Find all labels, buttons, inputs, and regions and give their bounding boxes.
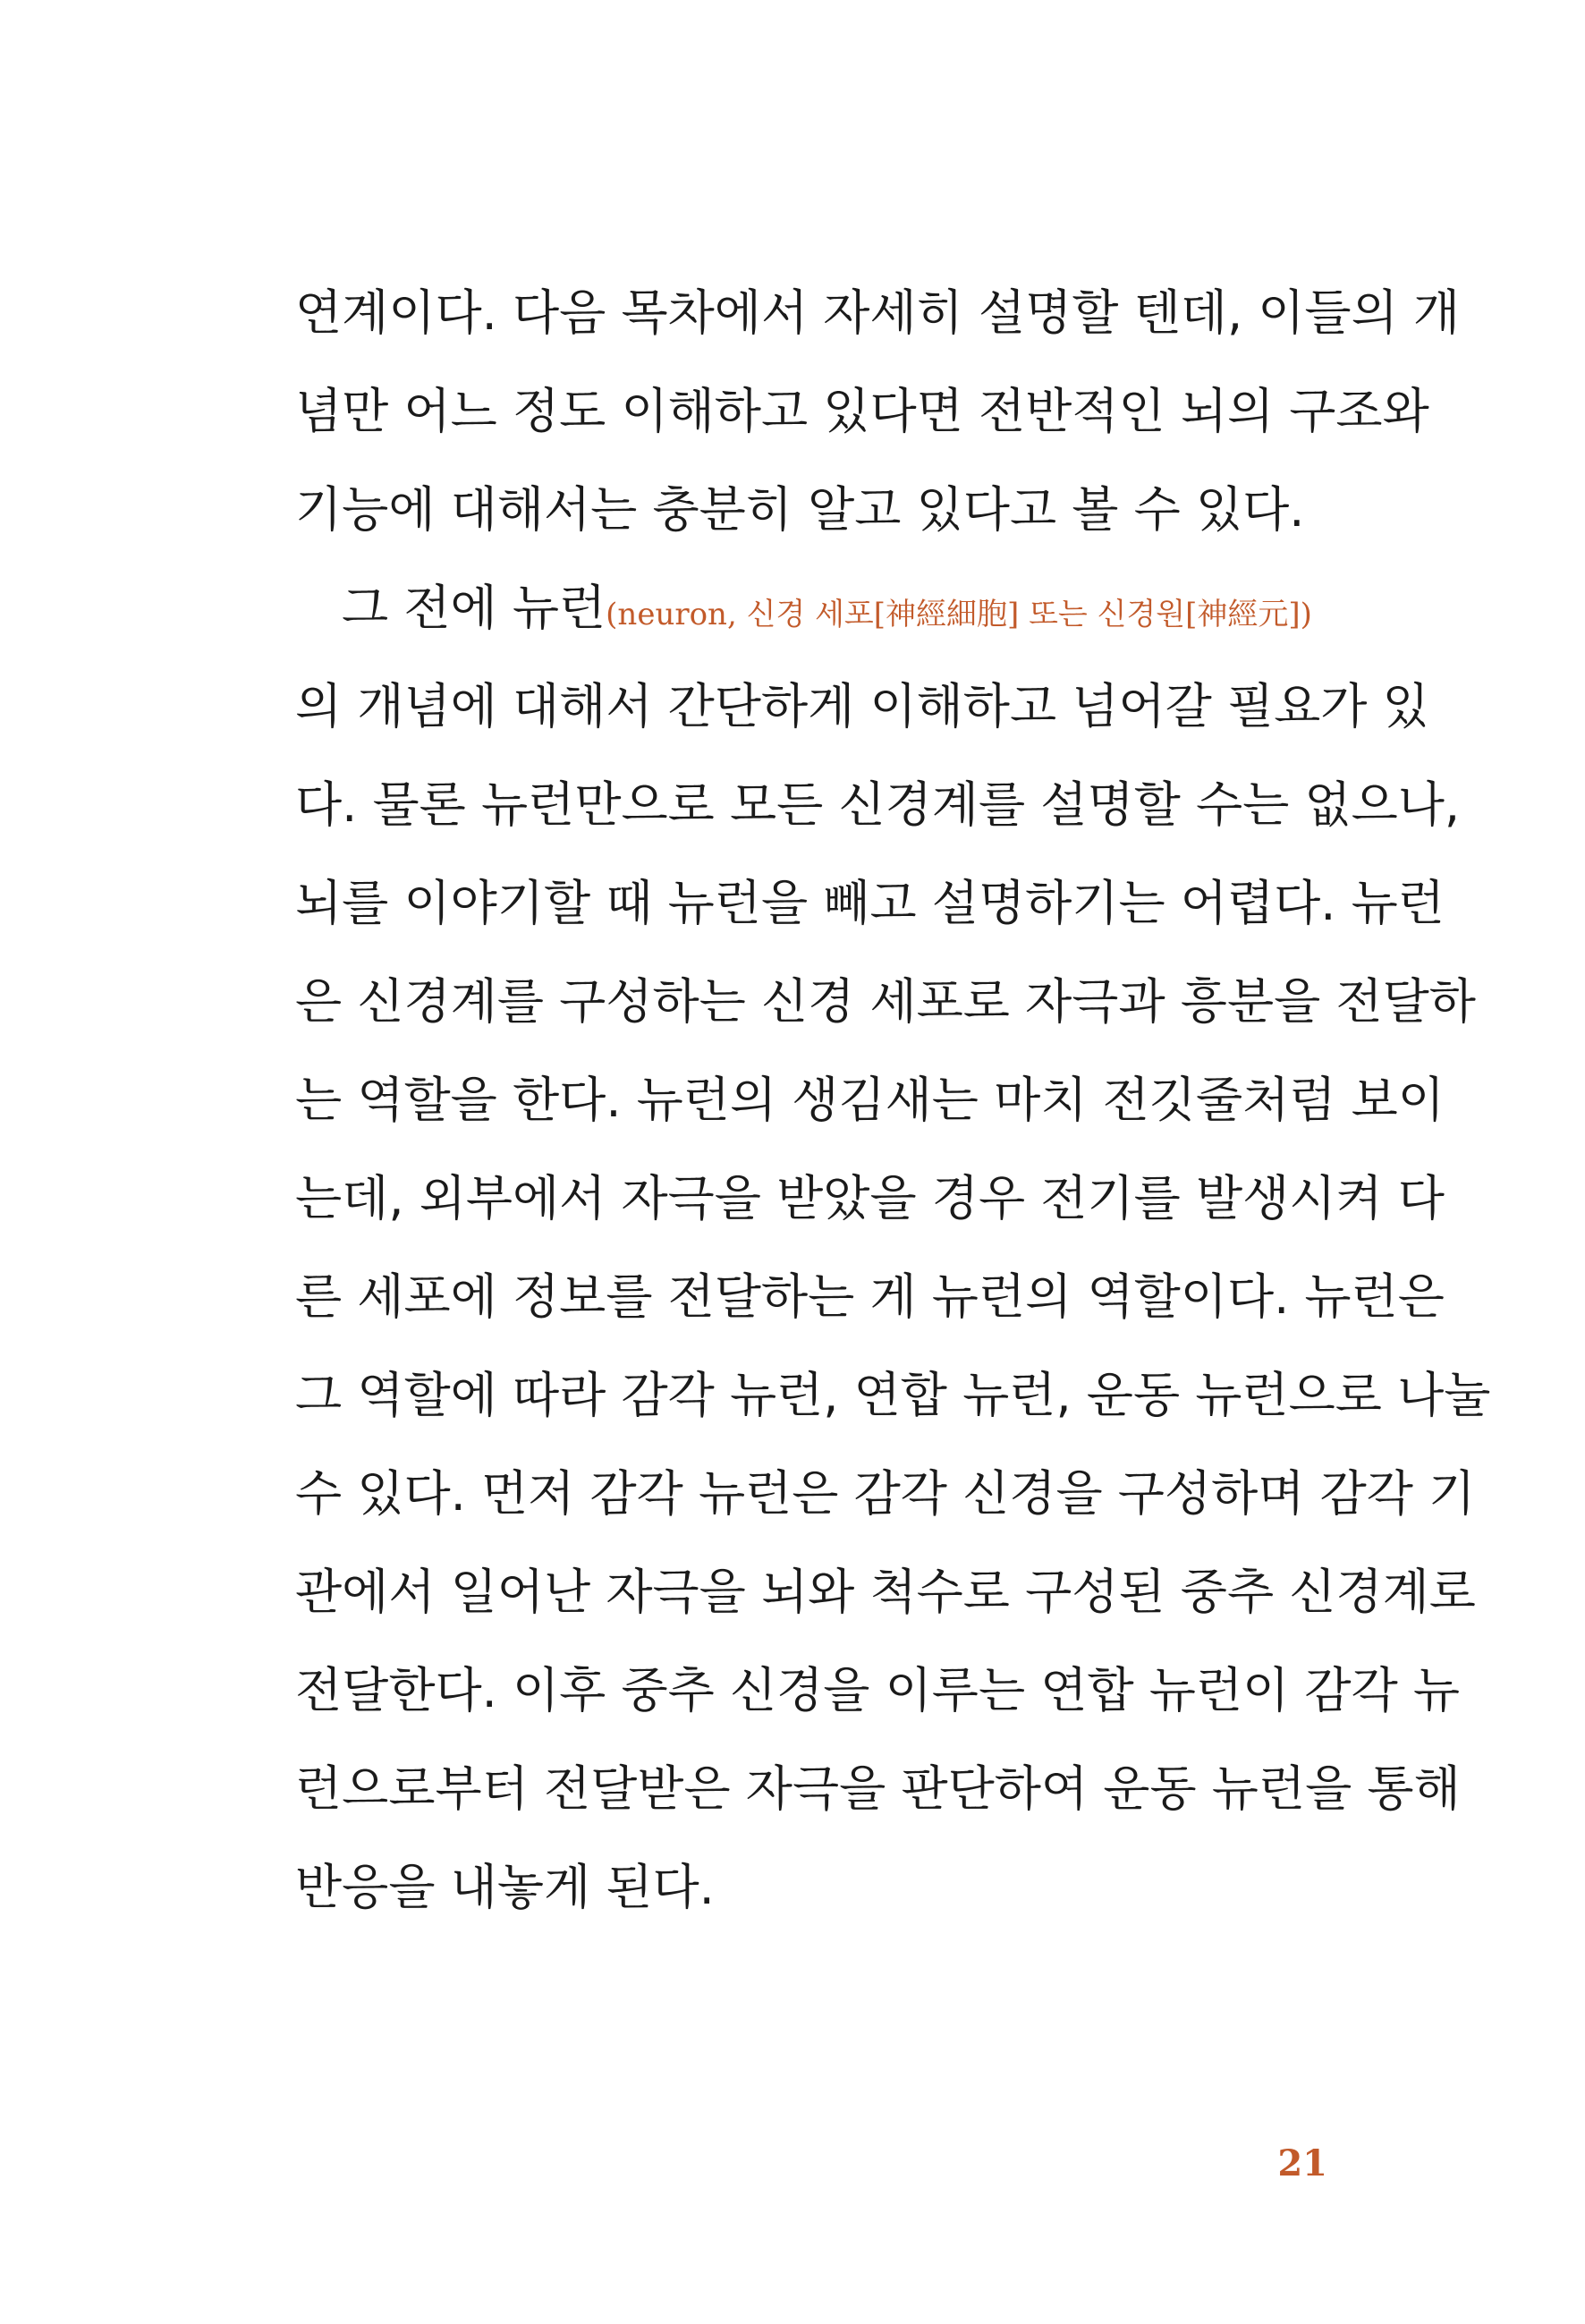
text-line: 의 개념에 대해서 간단하게 이해하고 넘어갈 필요가 있 — [295, 678, 1429, 734]
text-line: 기능에 대해서는 충분히 알고 있다고 볼 수 있다. — [295, 481, 1305, 538]
text-line: 그 역할에 따라 감각 뉴런, 연합 뉴런, 운동 뉴런으로 나눌 — [295, 1367, 1491, 1423]
text-line: 념만 어느 정도 이해하고 있다면 전반적인 뇌의 구조와 — [295, 383, 1429, 439]
text-line: 는데, 외부에서 자극을 받았을 경우 전기를 발생시켜 다 — [295, 1170, 1445, 1226]
page-number: 21 — [1277, 2142, 1327, 2184]
text-line: 연계이다. 다음 목차에서 자세히 설명할 텐데, 이들의 개 — [295, 284, 1461, 341]
body-text — [295, 264, 1491, 1937]
paragraph-first-line — [295, 559, 1333, 657]
text-line: 뇌를 이야기할 때 뉴런을 빼고 설명하기는 어렵다. 뉴런 — [295, 875, 1445, 931]
text-line: 반응을 내놓게 된다. — [295, 1859, 715, 1915]
text-line: 수 있다. 먼저 감각 뉴런은 감각 신경을 구성하며 감각 기 — [295, 1465, 1476, 1522]
text-line: 다. 물론 뉴런만으로 모든 신경계를 설명할 수는 없으나, — [295, 776, 1461, 833]
text-line: 른 세포에 정보를 전달하는 게 뉴런의 역할이다. 뉴런은 — [295, 1268, 1445, 1325]
text-line: 관에서 일어난 자극을 뇌와 척수로 구성된 중추 신경계로 — [295, 1564, 1476, 1620]
term-annotation: (neuron, 신경 세포[神經細胞] 또는 신경원[神經元]) — [606, 597, 1312, 632]
text-line: 런으로부터 전달받은 자극을 판단하여 운동 뉴런을 통해 — [295, 1760, 1461, 1817]
text-line: 는 역할을 한다. 뉴런의 생김새는 마치 전깃줄처럼 보이 — [295, 1072, 1445, 1128]
lead-text: 그 전에 뉴런 — [342, 580, 606, 636]
text-line: 은 신경계를 구성하는 신경 세포로 자극과 흥분을 전달하 — [295, 973, 1476, 1030]
text-line: 전달한다. 이후 중추 신경을 이루는 연합 뉴런이 감각 뉴 — [295, 1662, 1461, 1718]
